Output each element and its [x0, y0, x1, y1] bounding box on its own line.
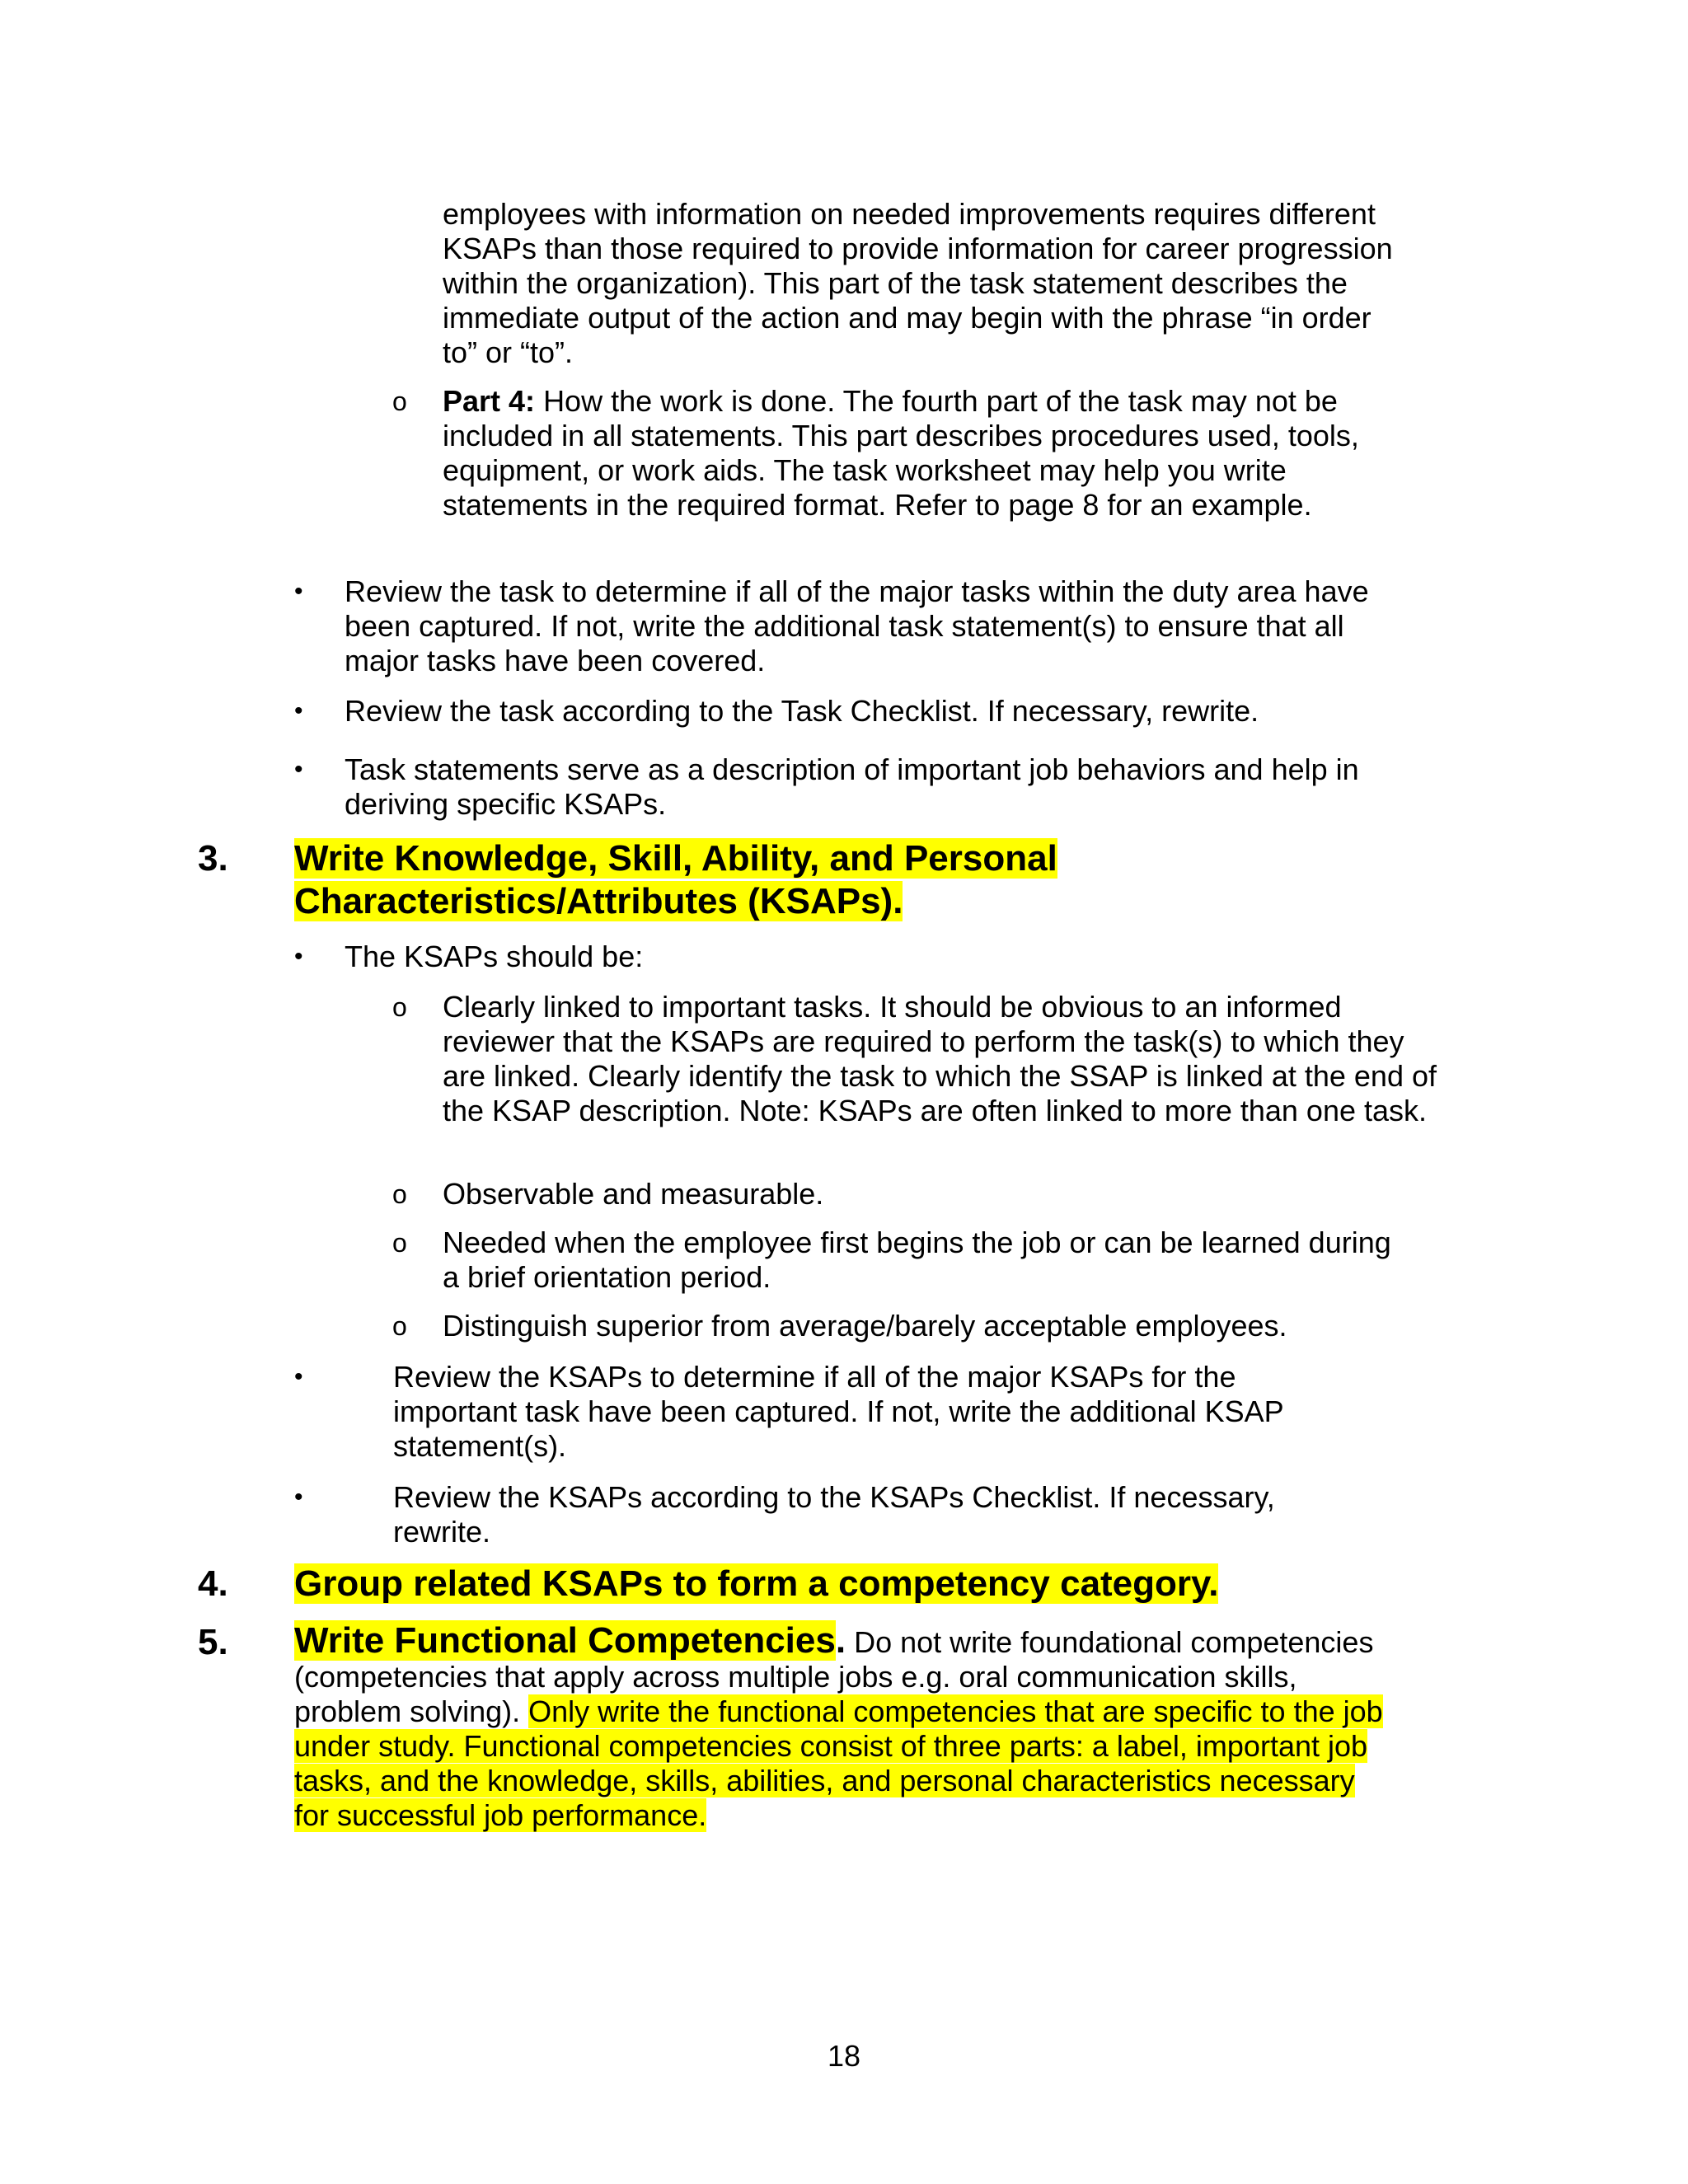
section-5-plain-text: Do not write foundational competencies (competencies that apply across multiple jobs e.g. oral communication skills, problem solving). — [294, 1625, 1374, 1728]
task-bullet-marker: • — [294, 697, 303, 724]
section-5-highlighted-text: Only write the functional competencies that are specific to the job under study. Functional competencies consist of three parts: a label, important job tasks, and the knowledge, skills, abilities, and personal characteristics necessary for successful job performance. — [294, 1694, 1383, 1832]
page-number: 18 — [827, 2039, 861, 2073]
ksap-intro: The KSAPs should be: — [345, 940, 644, 973]
task-bullet-statements-description: Task statements serve as a description of important job behaviors and help in deriving specific KSAPs. — [345, 752, 1359, 821]
section-5-number: 5. — [198, 1622, 228, 1662]
ksap-criterion-marker: o — [392, 1311, 407, 1341]
ksap-review-checklist: Review the KSAPs according to the KSAPs Checklist. If necessary, rewrite. — [393, 1480, 1275, 1549]
ksap-criterion-marker: o — [392, 992, 407, 1022]
section-4-title: Group related KSAPs to form a competency category. — [294, 1563, 1219, 1604]
ksap-intro-marker: • — [294, 943, 303, 970]
ksap-criterion-marker: o — [392, 1228, 407, 1258]
ksap-review-marker: • — [294, 1483, 303, 1511]
part4-text: How the work is done. The fourth part of the task may not be included in all statements. This part describes procedures used, tools, equipment, or work aids. The task worksheet may help you write statements in the required format. Refer to page 8 for an example. — [443, 384, 1359, 522]
ksap-criterion-distinguish: Distinguish superior from average/barely acceptable employees. — [443, 1309, 1287, 1343]
section-5-body — [294, 1620, 1390, 1833]
task-bullet-marker: • — [294, 578, 303, 605]
ksap-criterion-needed: Needed when the employee first begins the job or can be learned during a brief orientation period. — [443, 1226, 1391, 1294]
part4-circle-marker: o — [392, 387, 407, 416]
section-4-number: 4. — [198, 1563, 228, 1604]
part4-item — [443, 384, 1399, 523]
part4-label: Part 4: — [443, 384, 536, 418]
ksap-criterion-marker: o — [392, 1179, 407, 1209]
section-5-title: Write Functional Competencies — [294, 1620, 836, 1661]
task-bullet-marker: • — [294, 756, 303, 783]
ksap-criterion-linked: Clearly linked to important tasks. It should be obvious to an informed reviewer that the KSAPs are required to perform the task(s) to which they are linked. Clearly identify the task to which the SSAP is linked at the end of the KSAP description. Note: KSAPs are often linked to more than one task. — [443, 990, 1437, 1127]
task-bullet-review-checklist: Review the task according to the Task Checklist. If necessary, rewrite. — [345, 694, 1259, 728]
task-bullet-review-duty-area: Review the task to determine if all of the major tasks within the duty area have been captured. If not, write the additional task statement(s) to ensure that all major tasks have been covered. — [345, 574, 1369, 677]
ksap-review-major: Review the KSAPs to determine if all of the major KSAPs for the important task have been captured. If not, write the additional KSAP statement(s). — [393, 1360, 1283, 1463]
ksap-criterion-observable: Observable and measurable. — [443, 1177, 824, 1211]
section-3-title: Write Knowledge, Skill, Ability, and Personal Characteristics/Attributes (KSAPs). — [294, 838, 1057, 921]
ksap-review-marker: • — [294, 1363, 303, 1390]
section-5-title-period: . — [835, 1620, 846, 1661]
section-4-heading — [294, 1563, 1448, 1605]
part3-continuation-text: employees with information on needed improvements requires different KSAPs than those required to provide information for career progression within the organization). This part of the task statement describes the immediate output of the action and may begin with the phrase “in order to” or “to”. — [443, 197, 1393, 369]
section-3-number: 3. — [198, 838, 228, 879]
section-3-heading — [294, 837, 1184, 923]
